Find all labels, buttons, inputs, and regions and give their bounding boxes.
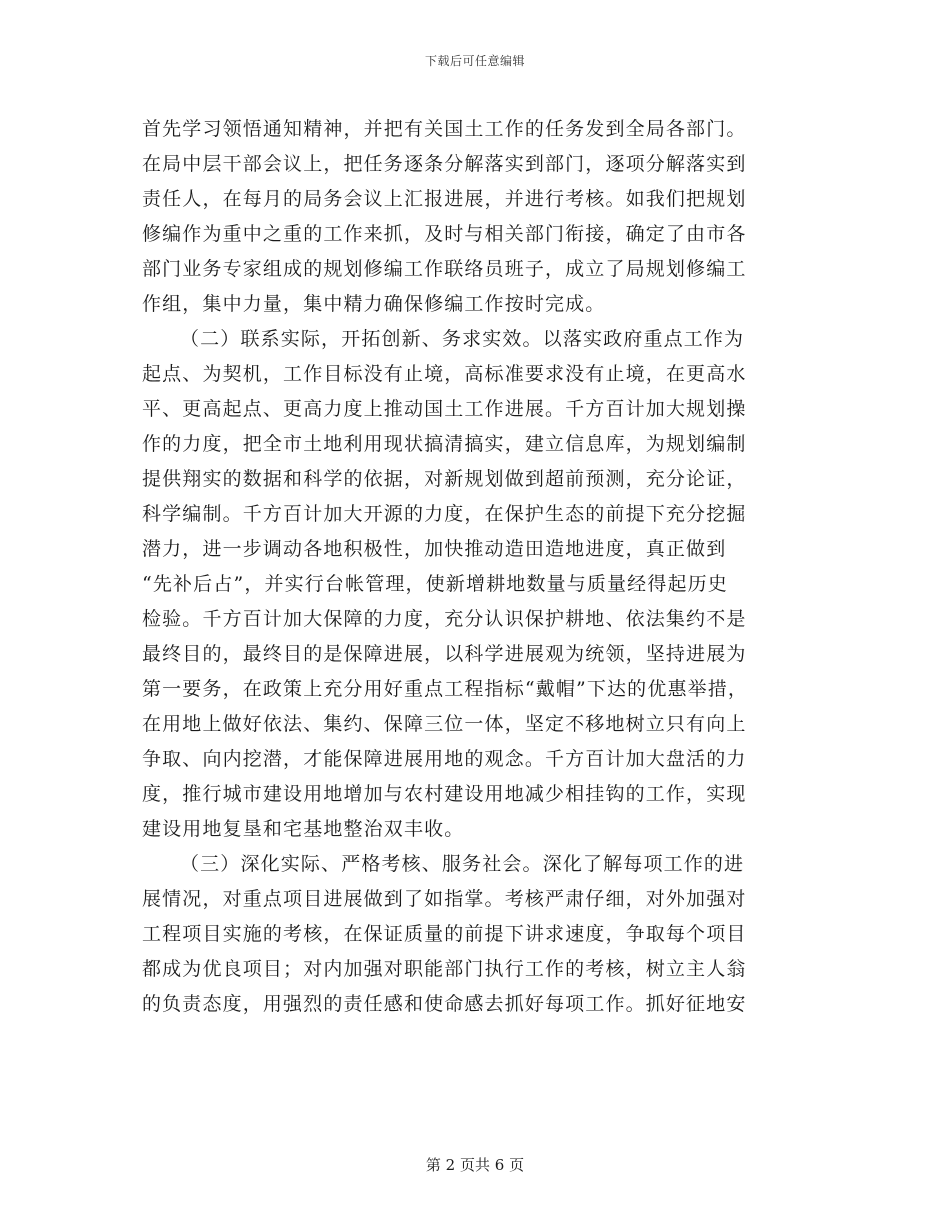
text-line: 作组，集中力量，集中精力确保修编工作按时完成。 [142, 293, 606, 315]
text-line: 在局中层干部会议上，把任务逐条分解落实到部门，逐项分解落实到 [142, 153, 747, 175]
text-line: 在用地上做好依法、集约、保障三位一体，坚定不移地树立只有向上 [142, 713, 747, 735]
document-body [142, 112, 806, 1022]
text-line: “先补后占”，并实行台帐管理，使新增耕地数量与质量经得起历史 [142, 573, 728, 595]
text-line: 的负责态度，用强烈的责任感和使命感去抓好每项工作。抓好征地安 [142, 993, 747, 1015]
text-line: 检验。千方百计加大保障的力度，充分认识保护耕地、依法集约不是 [142, 608, 747, 630]
page-number: 第 2 页共 6 页 [425, 1156, 525, 1174]
text-line: 修编作为重中之重的工作来抓，及时与相关部门衔接，确定了由市各 [142, 223, 747, 245]
text-line: 展情况，对重点项目进展做到了如指掌。考核严肃仔细，对外加强对 [142, 888, 747, 910]
text-line: 建设用地复垦和宅基地整治双丰收。 [142, 818, 465, 840]
text-line: 提供翔实的数据和科学的依据，对新规划做到超前预测，充分论证， [142, 468, 747, 490]
page-header-note: 下载后可任意编辑 [424, 54, 525, 68]
text-line: 争取、向内挖潜，才能保障进展用地的观念。千方百计加大盘活的力 [142, 748, 747, 770]
text-line: 起点、为契机，工作目标没有止境，高标准要求没有止境，在更高水 [142, 363, 747, 385]
text-line: 最终目的，最终目的是保障进展，以科学进展观为统领，坚持进展为 [142, 643, 747, 665]
paragraph-start-line: （二）联系实际，开拓创新、务求实效。以落实政府重点工作为 [180, 328, 745, 350]
text-line: 都成为优良项目；对内加强对职能部门执行工作的考核，树立主人翁 [142, 958, 747, 980]
text-line: 作的力度，把全市土地利用现状搞清搞实，建立信息库，为规划编制 [142, 433, 747, 455]
paragraph-start-line: （三）深化实际、严格考核、服务社会。深化了解每项工作的进 [180, 853, 745, 875]
text-line: 第一要务，在政策上充分用好重点工程指标“戴帽”下达的优惠举措， [142, 678, 749, 700]
text-line: 责任人，在每月的局务会议上汇报进展，并进行考核。如我们把规划 [142, 188, 747, 210]
text-line: 平、更高起点、更高力度上推动国土工作进展。千方百计加大规划操 [142, 398, 747, 420]
text-line: 部门业务专家组成的规划修编工作联络员班子，成立了局规划修编工 [142, 258, 747, 280]
text-line: 工程项目实施的考核，在保证质量的前提下讲求速度，争取每个项目 [142, 923, 747, 945]
text-line: 科学编制。千方百计加大开源的力度，在保护生态的前提下充分挖掘 [142, 503, 747, 525]
text-line: 潜力，进一步调动各地积极性，加快推动造田造地进度，真正做到 [142, 538, 727, 560]
text-line: 度，推行城市建设用地增加与农村建设用地减少相挂钩的工作，实现 [142, 783, 747, 805]
text-line: 首先学习领悟通知精神，并把有关国土工作的任务发到全局各部门。 [142, 118, 747, 140]
